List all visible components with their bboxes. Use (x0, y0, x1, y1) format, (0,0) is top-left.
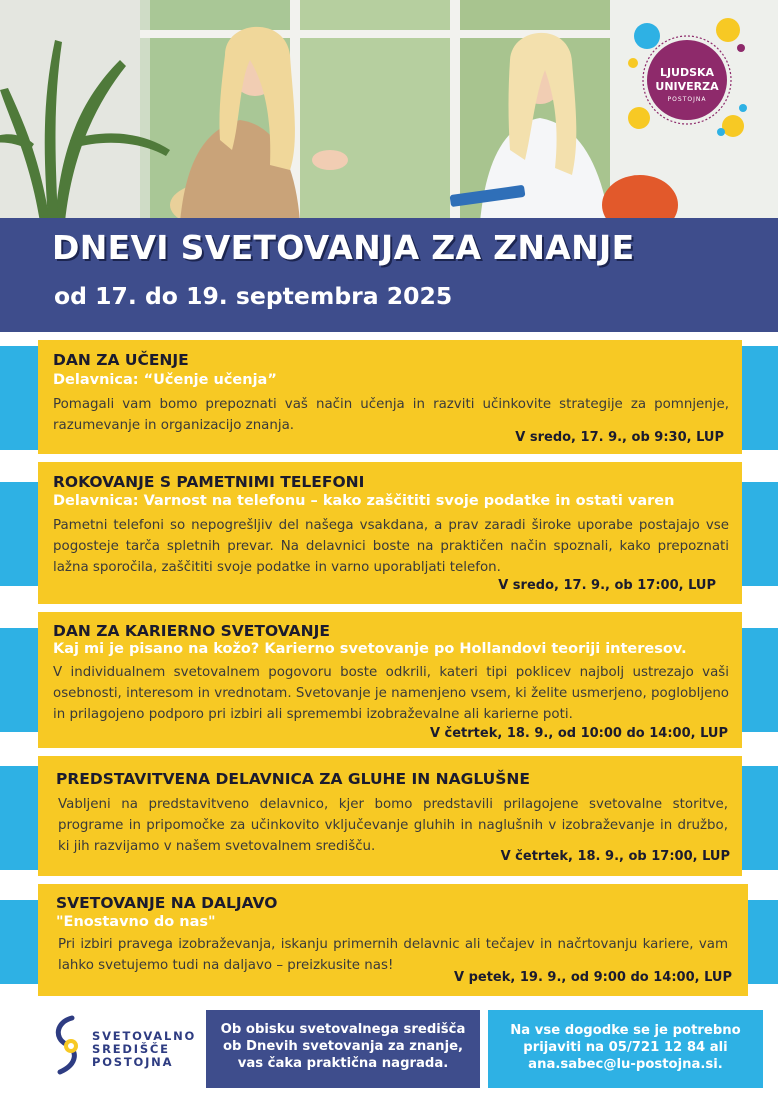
event-subtitle: "Enostavno do nas" (56, 914, 216, 930)
event-description: V individualnem svetovalnem pogovoru boste odkrili, kateri tipi poklicev najbolj ustrezajo vaši osebnosti, interesom in vrednotam. Svetovanje je namenjeno vsem, ki želite usmerjeno, poglobljeno in prilagojeno podporo pri izbiri ali spremembi izobraževalne ali karierne poti. (53, 665, 729, 722)
signup-email[interactable]: ana.sabec@lu-postojna.si. (528, 1057, 723, 1072)
event-description: Pri izbiri pravega izobraževanja, iskanju primernih delavnic ali tečajev in načrtovanju kariere, vam lahko svetujemo tudi na daljavo – preizkusite nas! (58, 937, 728, 973)
event-subtitle: Delavnica: “Učenje učenja” (53, 372, 277, 388)
event-title: DAN ZA UČENJE (53, 351, 189, 369)
logo-text-line2: UNIVERZA (655, 80, 719, 93)
reward-line3: vas čaka praktična nagrada. (237, 1056, 449, 1071)
event-datetime: V četrtek, 18. 9., od 10:00 do 14:00, LUP (429, 726, 728, 741)
event-card-1 (38, 340, 742, 454)
event-datetime: V četrtek, 18. 9., ob 17:00, LUP (500, 849, 730, 864)
event-title: DAN ZA KARIERNO SVETOVANJE (53, 622, 330, 640)
logo-text-line1: LJUDSKA (659, 66, 715, 79)
event-subtitle: Kaj mi je pisano na kožo? Karierno svetovanje po Hollandovi teoriji interesov. (53, 641, 687, 657)
event-title: PREDSTAVITVENA DELAVNICA ZA GLUHE IN NAGLUŠNE (56, 770, 530, 788)
event-title: SVETOVANJE NA DALJAVO (56, 894, 278, 912)
svetovalno-sredisce-logo (48, 1012, 198, 1080)
event-card-4 (38, 756, 742, 876)
logo-graphic (625, 18, 750, 143)
event-description: Pametni telefoni so nepogrešljiv del našega vsakdana, a prav zaradi široke uporabe postajajo vse pogosteje tarča spletnih prevar. Na delavnici boste na praktičen način spoznali, kako prepoznati lažna sporočila, zaščititi svoje podatke in varno uporabljati telefon. (53, 518, 729, 575)
event-card-3 (38, 612, 742, 748)
event-datetime: V sredo, 17. 9., ob 17:00, LUP (498, 578, 716, 593)
event-description: Vabljeni na predstavitveno delavnico, kjer bomo predstavili prilagojene svetovalne storitve, programe in pripomočke za učinkovito vključevanje gluhih in naglušnih v izobraževanje in družbo, ki jih razvijamo v našem svetovalnem središču. (58, 797, 728, 854)
sredisce-line2: SREDIŠČE (92, 1042, 170, 1056)
event-description: Pomagali vam bomo prepoznati vaš način učenja in razviti učinkovite strategije za pomnjenje, razumevanje in organizacijo znanja. (53, 397, 729, 433)
page-subtitle: od 17. do 19. septembra 2025 (54, 282, 453, 310)
sredisce-logo-text (92, 1030, 196, 1069)
sredisce-line3: POSTOJNA (92, 1055, 174, 1069)
event-card-2 (38, 462, 742, 604)
sredisce-line1: SVETOVALNO (92, 1029, 197, 1043)
event-title: ROKOVANJE S PAMETNIMI TELEFONI (53, 473, 365, 491)
sredisce-logo-icon (48, 1012, 92, 1080)
event-datetime: V sredo, 17. 9., ob 9:30, LUP (515, 430, 724, 445)
reward-line2: ob Dnevih svetovanja za znanje, (222, 1039, 464, 1054)
reward-line1: Ob obisku svetovalnega središča (220, 1022, 466, 1037)
event-card-5 (38, 884, 748, 996)
ljudska-univerza-logo (625, 18, 750, 143)
signup-line2: prijaviti na 05/721 12 84 ali (523, 1040, 728, 1055)
reward-notice (206, 1010, 480, 1088)
event-datetime: V petek, 19. 9., od 9:00 do 14:00, LUP (454, 970, 732, 985)
signup-notice (488, 1010, 763, 1088)
event-subtitle: Delavnica: Varnost na telefonu – kako zaščititi svoje podatke in ostati varen (53, 493, 675, 509)
page-title: DNEVI SVETOVANJA ZA ZNANJE (52, 228, 635, 267)
signup-line1: Na vse dogodke se je potrebno (510, 1023, 741, 1038)
logo-text-line3: POSTOJNA (667, 96, 707, 103)
